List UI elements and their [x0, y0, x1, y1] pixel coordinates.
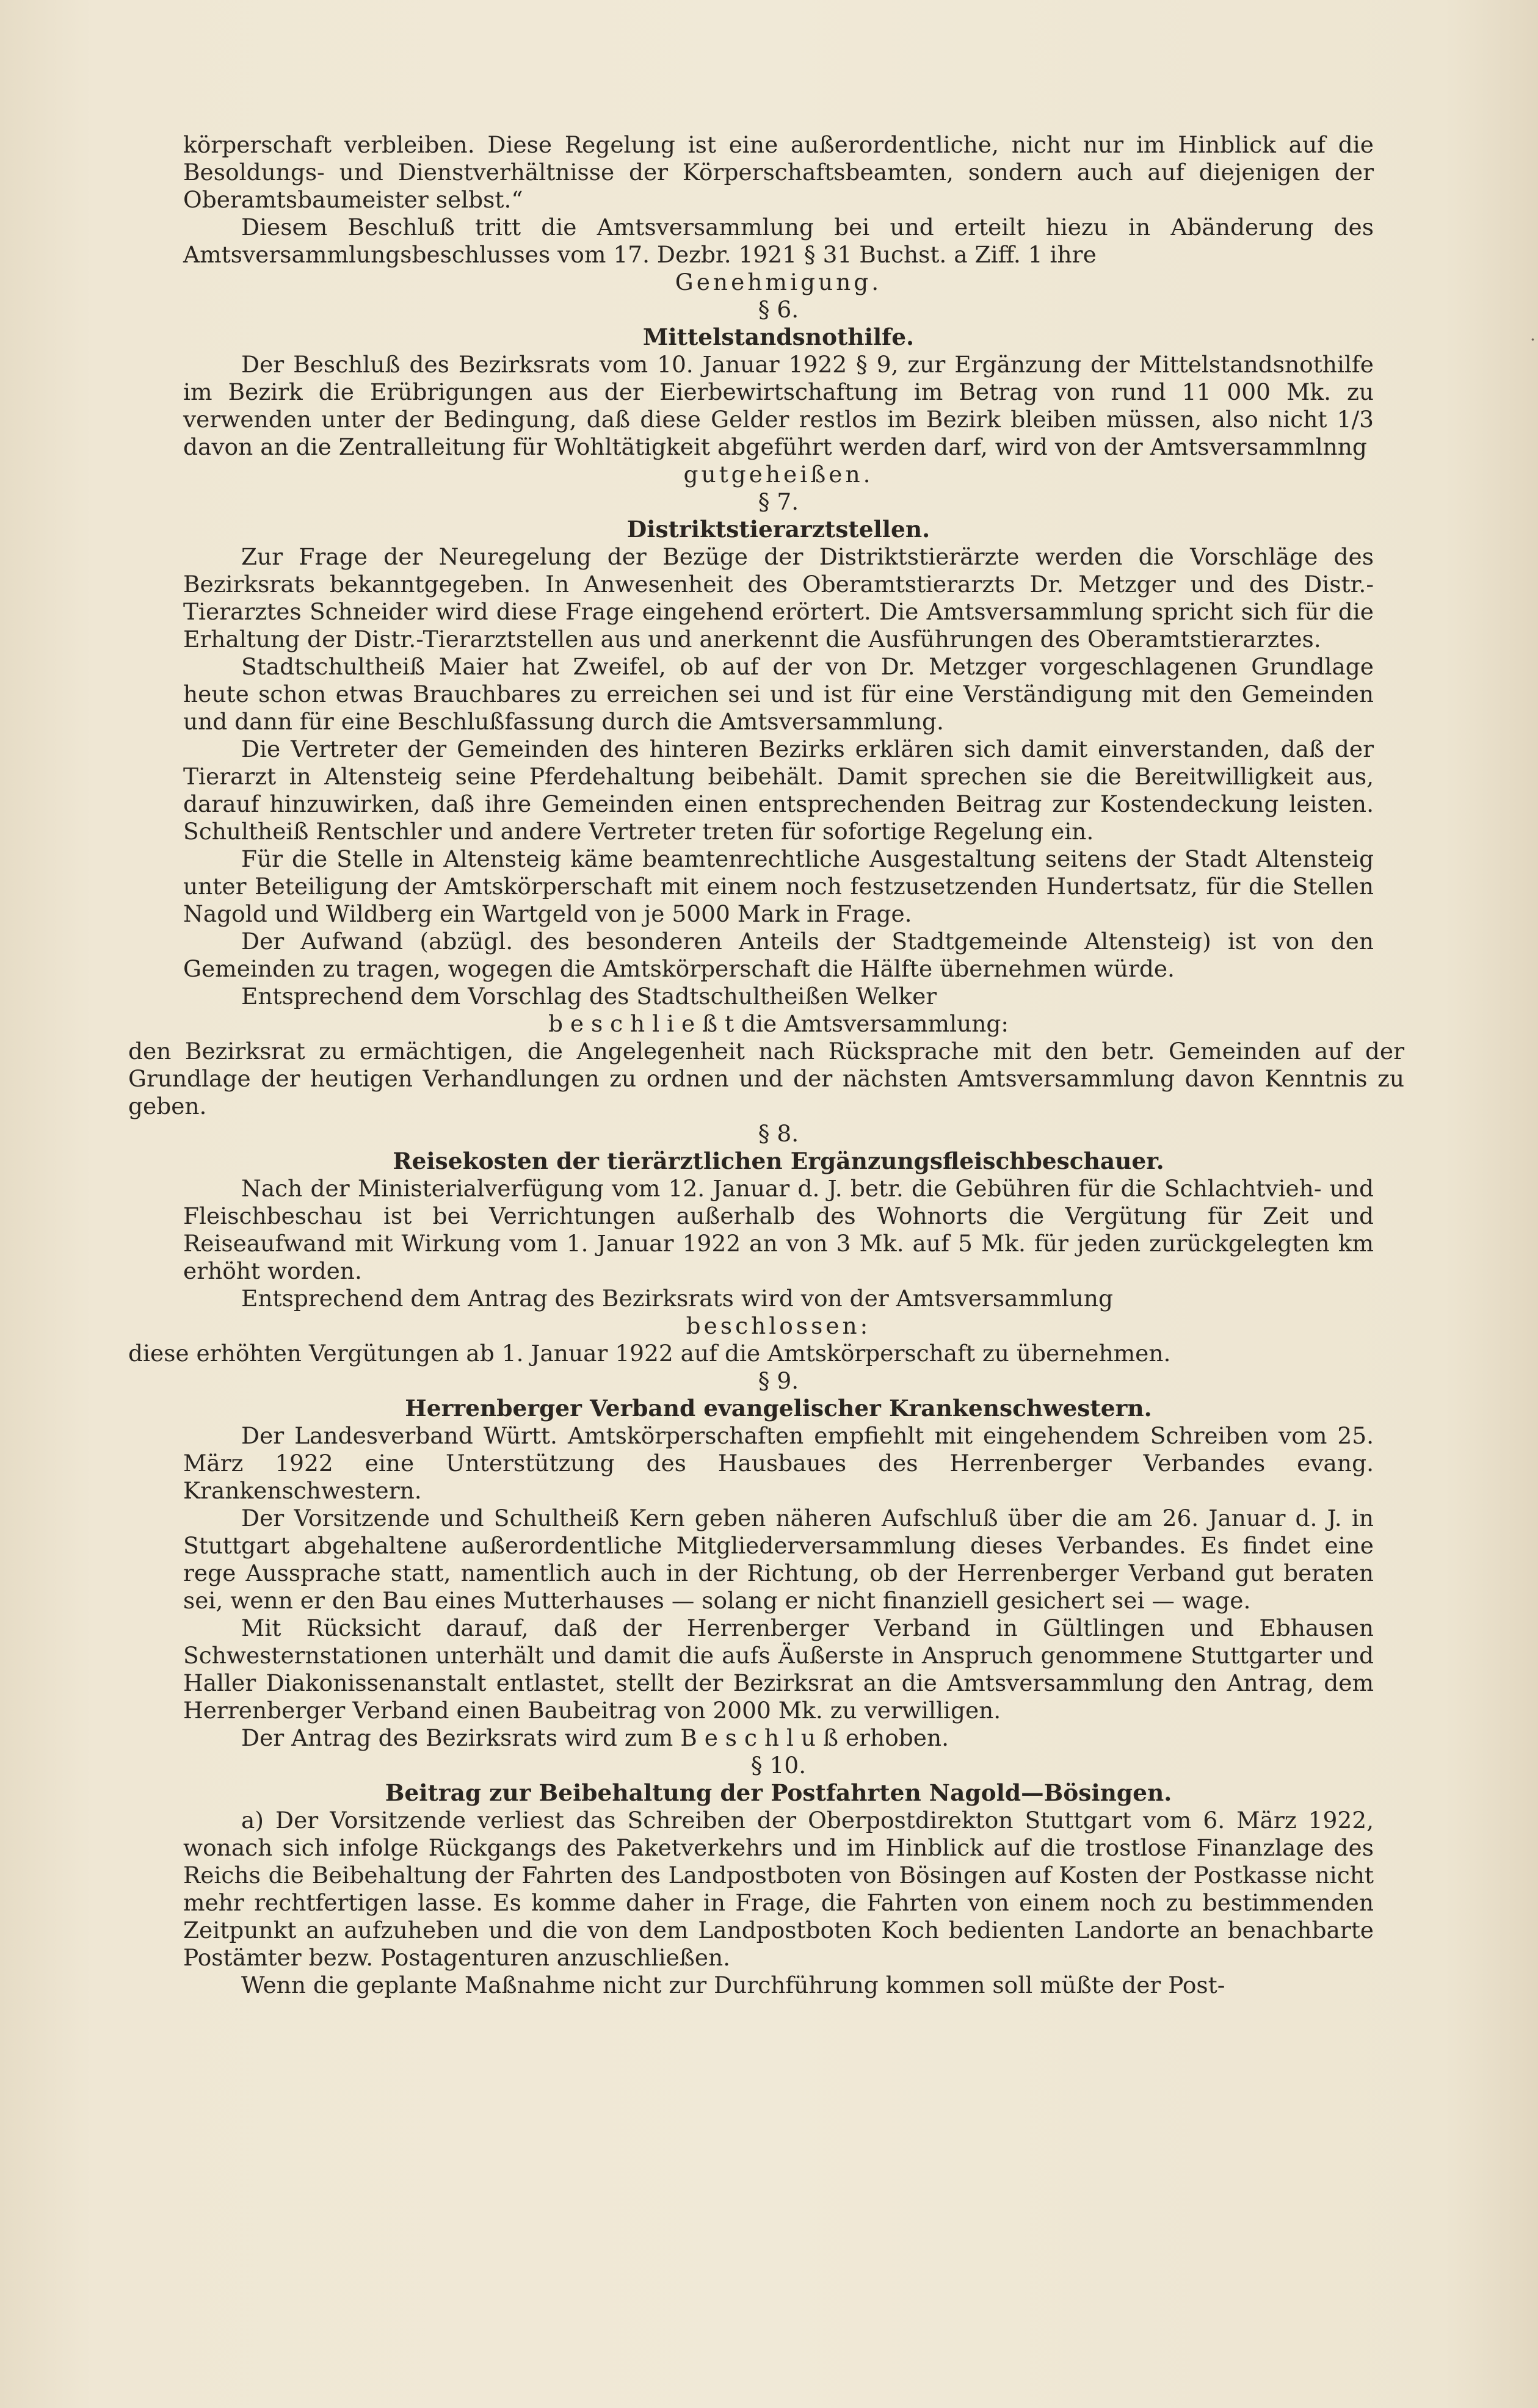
paragraph: Der Landesverband Württ. Amtskörperschaften empfiehlt mit eingehendem Schreiben vom 25. März 1922 eine Unterstützung des Hausbaues des Herrenberger Verbandes evang. Krankenschwestern.: [183, 1422, 1374, 1504]
paragraph: Nach der Ministerialverfügung vom 12. Januar d. J. betr. die Gebühren für die Schlachtvieh- und Fleischbeschau ist bei Verrichtungen außerhalb des Wohnorts die Vergütung für Zeit und Reiseaufwand mit Wirkung vom 1. Januar 1922 an von 3 Mk. auf 5 Mk. für jeden zurückgelegten km erhöht worden.: [183, 1175, 1374, 1284]
centered-line: § 8.: [758, 1120, 799, 1147]
paragraph: Der Beschluß des Bezirksrats vom 10. Januar 1922 § 9, zur Ergänzung der Mittelstandsnothilfe im Bezirk die Erübrigungen aus der Eierbewirtschaftung im Betrag von rund 11 000 Mk. zu verwenden unter der Bedingung, daß diese Gelder restlos im Bezirk bleiben müssen, also nicht 1/3 davon an die Zentralleitung für Wohltätigkeit abgeführt werden darf, wird von der Amtsversammlnng: [183, 351, 1374, 460]
paragraph: Entsprechend dem Antrag des Bezirksrats wird von der Amtsversammlung: [241, 1285, 1113, 1312]
centered-line: b e s c h l i e ß t die Amtsversammlung:: [548, 1010, 1009, 1037]
centered-line: § 10.: [750, 1752, 807, 1779]
paragraph: Der Antrag des Bezirksrats wird zum B e s c h l u ß erhoben.: [241, 1724, 949, 1751]
section-heading: Herrenberger Verband evangelischer Krankenschwestern.: [405, 1395, 1152, 1422]
centered-line: § 7.: [758, 488, 799, 515]
paragraph: Der Aufwand (abzügl. des besonderen Anteils der Stadtgemeinde Altensteig) ist von den Gemeinden zu tragen, wogegen die Amtskörperschaft die Hälfte übernehmen würde.: [183, 928, 1374, 982]
paragraph: Mit Rücksicht darauf, daß der Herrenberger Verband in Gültlingen und Ebhausen Schwesternstationen unterhält und damit die aufs Äußerste in Anspruch genommene Stuttgarter und Haller Diakonissenanstalt entlastet, stellt der Bezirksrat an die Amtsversammlung den Antrag, dem Herrenberger Verband einen Baubeitrag von 2000 Mk. zu verwilligen.: [183, 1614, 1374, 1724]
paragraph: Die Vertreter der Gemeinden des hinteren Bezirks erklären sich damit einverstanden, daß der Tierarzt in Altensteig seine Pferdehaltung beibehält. Damit sprechen sie die Bereitwilligkeit aus, darauf hinzuwirken, daß ihre Gemeinden einen entsprechenden Beitrag zur Kostendeckung leisten. Schultheiß Rentschler und andere Vertreter treten für sofortige Regelung ein.: [183, 736, 1374, 845]
paragraph: Entsprechend dem Vorschlag des Stadtschultheißen Welker: [241, 983, 937, 1010]
paragraph: Wenn die geplante Maßnahme nicht zur Durchführung kommen soll müßte der Post-: [241, 1972, 1225, 1998]
paragraph: Der Vorsitzende und Schultheiß Kern geben näheren Aufschluß über die am 26. Januar d. J. in Stuttgart abgehaltene außerordentliche Mitgliederversammlung dieses Verbandes. Es findet eine rege Aussprache statt, namentlich auch in der Richtung, ob der Herrenberger Verband gut beraten sei, wenn er den Bau eines Mutterhauses — solang er nicht finanziell gesichert sei — wage.: [183, 1505, 1374, 1614]
paragraph: a) Der Vorsitzende verliest das Schreiben der Oberpostdirekton Stuttgart vom 6. März 1922, wonach sich infolge Rückgangs des Paketverkehrs und im Hinblick auf die trostlose Finanzlage des Reichs die Beibehaltung der Fahrten des Landpostboten von Bösingen auf Kosten der Postkasse nicht mehr rechtfertigen lasse. Es komme daher in Frage, die Fahrten von einem noch zu bestimmenden Zeitpunkt an aufzuheben und die von dem Landpostboten Koch bedienten Landorte an benachbarte Postämter bezw. Postagenturen anzuschließen.: [183, 1807, 1374, 1971]
centered-line: § 9.: [758, 1367, 799, 1394]
centered-line: gutgeheißen.: [683, 461, 874, 488]
section-heading: Distriktstierarztstellen.: [626, 516, 930, 543]
paragraph: Diesem Beschluß tritt die Amtsversammlung bei und erteilt hiezu in Abänderung des Amtsversammlungsbeschlusses vom 17. Dezbr. 1921 § 31 Buchst. a Ziff. 1 ihre: [183, 214, 1374, 268]
paragraph: Für die Stelle in Altensteig käme beamtenrechtliche Ausgestaltung seitens der Stadt Altensteig unter Beteiligung der Amtskörperschaft mit einem noch festzusetzenden Hundertsatz, für die Stellen Nagold und Wildberg ein Wartgeld von je 5000 Mark in Frage.: [183, 845, 1374, 927]
section-heading: Mittelstandsnothilfe.: [642, 324, 915, 350]
centered-line: Genehmigung.: [675, 269, 882, 295]
section-heading: Reisekosten der tierärztlichen Ergänzungsfleischbeschauer.: [393, 1148, 1164, 1174]
section-heading: Beitrag zur Beibehaltung der Postfahrten Nagold—Bösingen.: [385, 1779, 1172, 1806]
paragraph: den Bezirksrat zu ermächtigen, die Angelegenheit nach Rücksprache mit den betr. Gemeinden auf der Grundlage der heutigen Verhandlungen zu ordnen und der nächsten Amtsversammlung davon Kenntnis zu geben.: [128, 1038, 1404, 1119]
edge-mark: ·: [1530, 330, 1536, 350]
paragraph: körperschaft verbleiben. Diese Regelung ist eine außerordentliche, nicht nur im Hinblick auf die Besoldungs- und Dienstverhältnisse der Körperschaftsbeamten, sondern auch auf diejenigen der Oberamtsbaumeister selbst.“: [183, 131, 1374, 213]
centered-line: beschlossen:: [686, 1312, 871, 1339]
centered-line: § 6.: [758, 296, 799, 323]
paragraph: Stadtschultheiß Maier hat Zweifel, ob auf der von Dr. Metzger vorgeschlagenen Grundlage heute schon etwas Brauchbares zu erreichen sei und ist für eine Verständigung mit den Gemeinden und dann für eine Beschlußfassung durch die Amtsversammlung.: [183, 653, 1374, 735]
document-body: [128, 131, 1404, 1999]
paragraph: diese erhöhten Vergütungen ab 1. Januar 1922 auf die Amtskörperschaft zu übernehmen.: [128, 1340, 1171, 1367]
paragraph: Zur Frage der Neuregelung der Bezüge der Distriktstierärzte werden die Vorschläge des Bezirksrats bekanntgegeben. In Anwesenheit des Oberamtstierarzts Dr. Metzger und des Distr.-Tierarztes Schneider wird diese Frage eingehend erörtert. Die Amtsversammlung spricht sich für die Erhaltung der Distr.-Tierarztstellen aus und anerkennt die Ausführungen des Oberamtstierarztes.: [183, 543, 1374, 653]
